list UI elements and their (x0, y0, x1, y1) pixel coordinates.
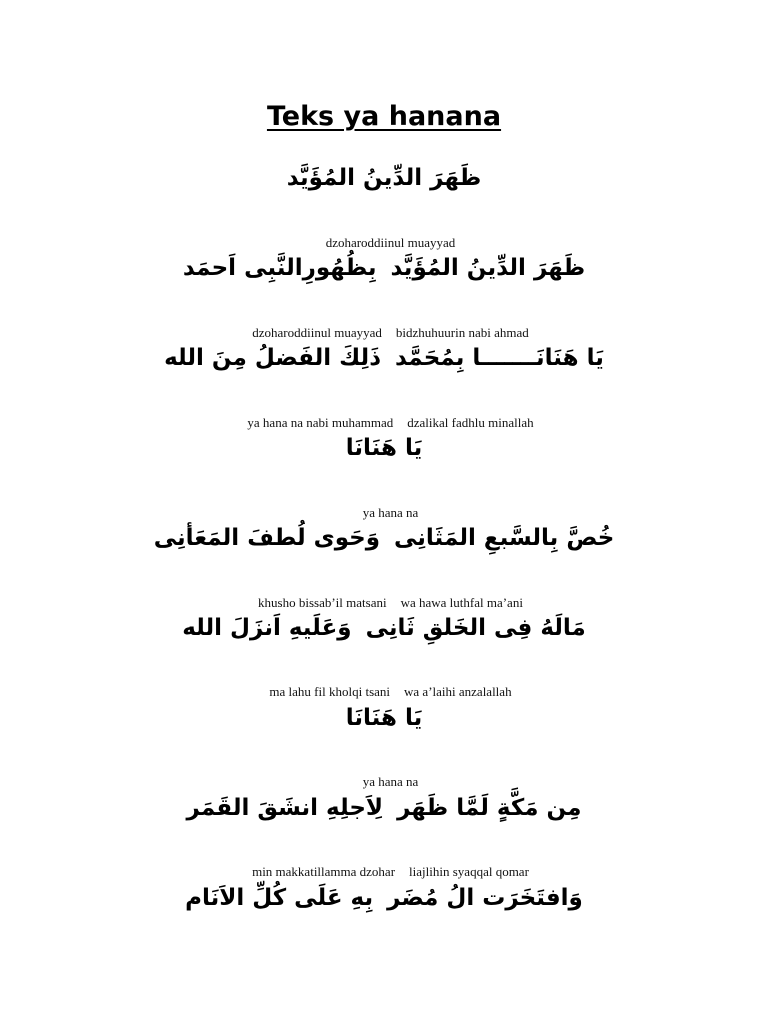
arabic-phrase: لِاَجلِهِ انشَقَ القَمَر (186, 795, 384, 821)
arabic-line-1 (0, 160, 768, 196)
arabic-line-8 (0, 790, 768, 826)
transliteration-phrase: dzoharoddiinul muayyad (325, 235, 456, 250)
transliteration-phrase: bidzhuhuurin nabi ahmad (395, 325, 529, 340)
arabic-phrase: بِهِ عَلَى كُلِّ الاَنَام (185, 885, 374, 911)
arabic-phrase: وَحَوى لُطفَ المَعَأنِى (153, 525, 381, 551)
transliteration-phrase: ya hana na (362, 505, 419, 520)
arabic-line-6 (0, 610, 768, 646)
arabic-phrase: مِن مَكَّةٍ لَمَّا ظَهَر (397, 795, 582, 821)
page-title: Teks ya hanana (266, 101, 502, 132)
transliteration-phrase: liajlihin syaqqal qomar (409, 864, 529, 879)
transliteration-phrase: ya hana na nabi muhammad (247, 415, 394, 430)
transliteration-phrase: ma lahu fil kholqi tsani (269, 684, 391, 699)
arabic-line-3 (0, 340, 768, 376)
transliteration-phrase: min makkatillamma dzohar (252, 864, 396, 879)
transliteration-phrase: dzoharoddiinul muayyad (252, 325, 382, 340)
arabic-line-7 (0, 700, 768, 736)
transliteration-phrase: khusho bissab’il matsani (258, 595, 387, 610)
arabic-phrase: وَعَلَيهِ اَنزَلَ الله (182, 615, 352, 641)
transliteration-phrase: dzalikal fadhlu minallah (407, 415, 534, 430)
arabic-phrase: بِظُهُورِالنَّبِى اَحمَد (182, 255, 377, 281)
arabic-phrase: وَافتَخَرَت الُ مُضَر (387, 885, 583, 911)
arabic-phrase: ظَهَرَ الدِّينُ المُؤَيَّد (390, 255, 586, 281)
arabic-phrase: ذَلِكَ الفَضلُ مِنَ الله (164, 345, 382, 371)
arabic-line-9 (0, 880, 768, 916)
arabic-phrase: يَا هَنَانَـــــــا بِمُحَمَّد (395, 345, 604, 371)
arabic-phrase: ظَهَرَ الدِّينُ المُؤَيَّد (286, 165, 482, 191)
arabic-line-2 (0, 250, 768, 286)
arabic-line-5 (0, 520, 768, 556)
arabic-phrase: مَالَهُ فِى الخَلقِ ثَانِى (365, 615, 586, 641)
arabic-phrase: يَا هَنَانَا (345, 705, 423, 731)
transliteration-phrase: wa hawa luthfal ma’ani (400, 595, 523, 610)
transliteration-phrase: ya hana na (362, 774, 419, 789)
arabic-phrase: خُصَّ بِالسَّبعِ المَثَانِى (394, 525, 615, 551)
arabic-line-4 (0, 430, 768, 466)
transliteration-phrase: wa a’laihi anzalallah (404, 684, 512, 699)
arabic-phrase: يَا هَنَانَا (345, 435, 423, 461)
